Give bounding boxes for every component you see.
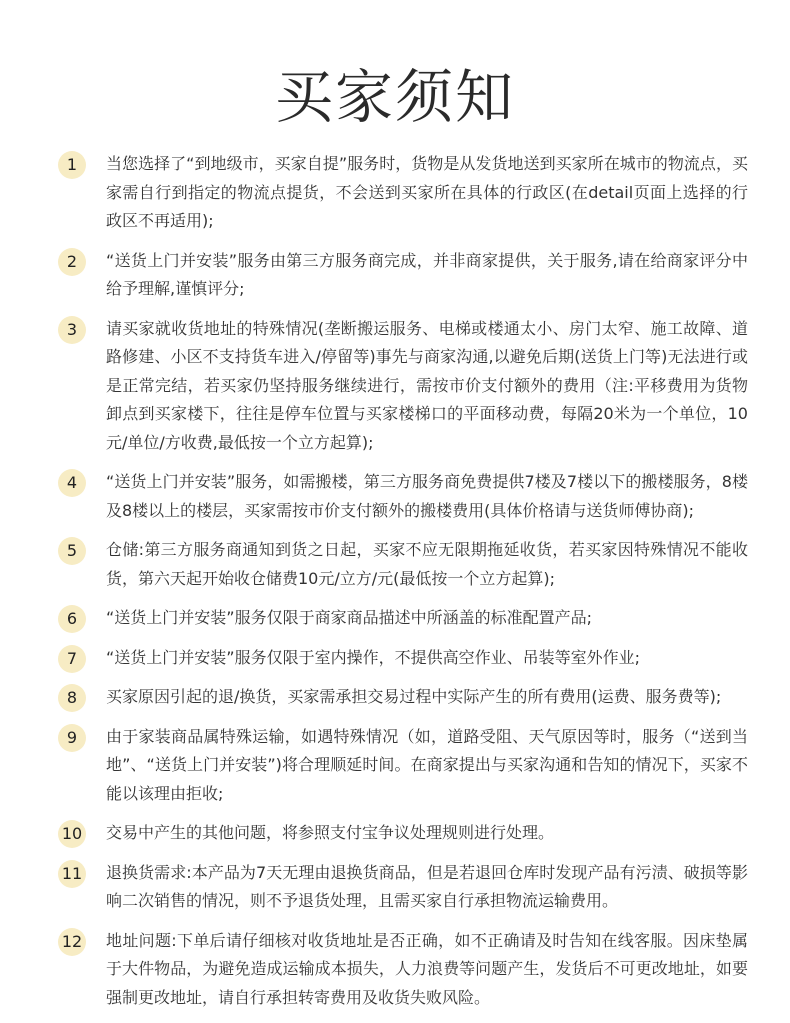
notice-text: 买家原因引起的退/换货，买家需承担交易过程中实际产生的所有费用(运费、服务费等); xyxy=(106,687,722,706)
notice-item xyxy=(58,723,748,809)
notice-text: 请买家就收货地址的特殊情况(垄断搬运服务、电梯或楼通太小、房门太窄、施工故障、道路修建、小区不支持货车进入/停留等)事先与商家沟通,以避免后期(送货上门等)无法进行或是正常完结，若买家仍坚持服务继续进行，需按市价支付额外的费用（注:平移费用为货物卸点到买家楼下，往往是停车位置与买家楼梯口的平面移动费，每隔20米为一个单位，10元/单位/方收费,最低按一个立方起算); xyxy=(106,318,748,452)
notice-number-badge: 4 xyxy=(58,469,86,497)
notice-item xyxy=(58,927,748,1013)
notice-number-badge: 8 xyxy=(58,684,86,712)
notice-number-badge: 5 xyxy=(58,537,86,565)
notice-number-badge: 10 xyxy=(58,820,86,848)
notice-item xyxy=(58,819,748,848)
notice-item xyxy=(58,536,748,593)
notice-list xyxy=(58,150,748,1023)
notice-item xyxy=(58,468,748,525)
notice-text: “送货上门并安装”服务仅限于室内操作，不提供高空作业、吊装等室外作业; xyxy=(106,647,640,667)
notice-number-badge: 7 xyxy=(58,645,86,673)
notice-text: 交易中产生的其他问题，将参照支付宝争议处理规则进行处理。 xyxy=(106,823,555,842)
notice-text: 当您选择了“到地级市，买家自提”服务时，货物是从发货地送到买家所在城市的物流点，买家需自行到指定的物流点提货，不会送到买家所在具体的行政区(在detail页面上选择的行政区不再适用); xyxy=(106,154,748,230)
notice-text: 由于家装商品属特殊运输，如遇特殊情况（如，道路受阻、天气原因等时，服务（“送到当地”、“送货上门并安装”)将合理顺延时间。在商家提出与买家沟通和告知的情况下，买家不能以该理由拒收; xyxy=(106,726,748,803)
notice-text: 仓储:第三方服务商通知到货之日起，买家不应无限期拖延收货，若买家因特殊情况不能收货，第六天起开始收仓储费10元/立方/元(最低按一个立方起算); xyxy=(106,540,748,588)
page-title: 买家须知 xyxy=(274,62,515,131)
notice-item xyxy=(58,315,748,458)
notice-number-badge: 3 xyxy=(58,316,86,344)
notice-number-badge: 12 xyxy=(58,928,86,956)
notice-item xyxy=(58,150,748,236)
notice-text: “送货上门并安装”服务，如需搬楼，第三方服务商免费提供7楼及7楼以下的搬楼服务，8楼及8楼以上的楼层，买家需按市价支付额外的搬楼费用(具体价格请与送货师傅协商); xyxy=(106,472,748,520)
notice-item xyxy=(58,604,748,633)
notice-text: 地址问题:下单后请仔细核对收货地址是否正确，如不正确请及时告知在线客服。因床垫属于大件物品，为避免造成运输成本损失，人力浪费等问题产生，发货后不可更改地址，如要强制更改地址，请自行承担转寄费用及收货失败风险。 xyxy=(106,930,748,1007)
notice-item xyxy=(58,247,748,304)
notice-text: “送货上门并安装”服务仅限于商家商品描述中所涵盖的标准配置产品; xyxy=(106,608,592,627)
notice-number-badge: 2 xyxy=(58,248,86,276)
notice-text: “送货上门并安装”服务由第三方服务商完成，并非商家提供，关于服务,请在给商家评分中给予理解,谨慎评分; xyxy=(106,250,748,298)
notice-number-badge: 1 xyxy=(58,151,86,179)
notice-text: 退换货需求:本产品为7天无理由退换货商品，但是若退回仓库时发现产品有污渍、破损等影响二次销售的情况，则不予退货处理，且需买家自行承担物流运输费用。 xyxy=(106,862,748,910)
notice-number-badge: 9 xyxy=(58,724,86,752)
notice-number-badge: 11 xyxy=(58,860,86,888)
notice-item xyxy=(58,683,748,712)
notice-item xyxy=(58,859,748,916)
notice-number-badge: 6 xyxy=(58,605,86,633)
notice-item xyxy=(58,644,748,673)
